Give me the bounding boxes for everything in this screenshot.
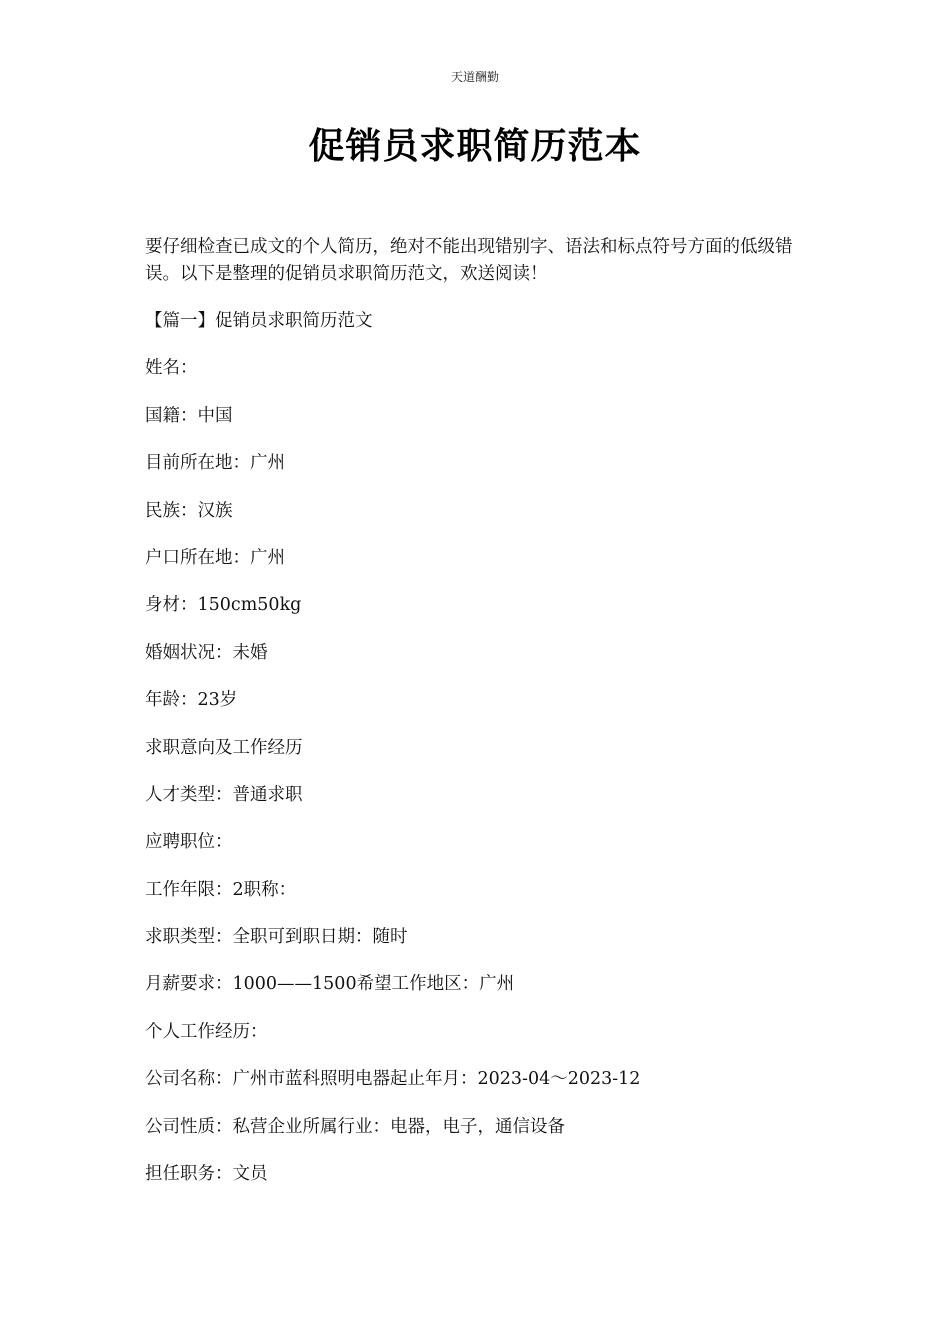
field-talent-type: 人才类型：普通求职	[145, 784, 303, 805]
intro-paragraph: 要仔细检查已成文的个人简历，绝对不能出现错别字、语法和标点符号方面的低级错误。以下是整理的促销员求职简历范文，欢送阅读！	[145, 237, 793, 284]
field-age: 年龄：23岁	[145, 690, 238, 711]
field-household-location: 户口所在地：广州	[145, 547, 285, 568]
field-job-title: 担任职务：文员	[145, 1164, 268, 1185]
section-heading: 【篇一】促销员求职简历范文	[145, 311, 373, 331]
field-build: 身材：150cm50kg	[145, 595, 302, 616]
document-body	[145, 234, 810, 1208]
field-company-name: 公司名称：广州市蓝科照明电器起止年月：2023-04～2023-12	[145, 1069, 641, 1090]
document-title: 促销员求职简历范本	[308, 125, 642, 167]
field-current-location: 目前所在地：广州	[145, 453, 285, 474]
field-name: 姓名：	[145, 358, 198, 379]
field-job-type: 求职类型：全职可到职日期：随时	[145, 927, 408, 948]
subsection-heading: 求职意向及工作经历	[145, 737, 303, 758]
field-work-years: 工作年限：2职称：	[145, 879, 297, 900]
work-history-heading: 个人工作经历：	[145, 1021, 268, 1042]
field-nationality: 国籍：中国	[145, 405, 233, 426]
field-position: 应聘职位：	[145, 832, 233, 853]
field-salary: 月薪要求：1000——1500希望工作地区：广州	[145, 974, 515, 995]
field-company-nature: 公司性质：私营企业所属行业：电器，电子，通信设备	[145, 1116, 565, 1137]
field-marital-status: 婚姻状况：未婚	[145, 642, 268, 663]
field-ethnicity: 民族：汉族	[145, 500, 233, 521]
page-header: 天道酬勤	[450, 70, 499, 84]
